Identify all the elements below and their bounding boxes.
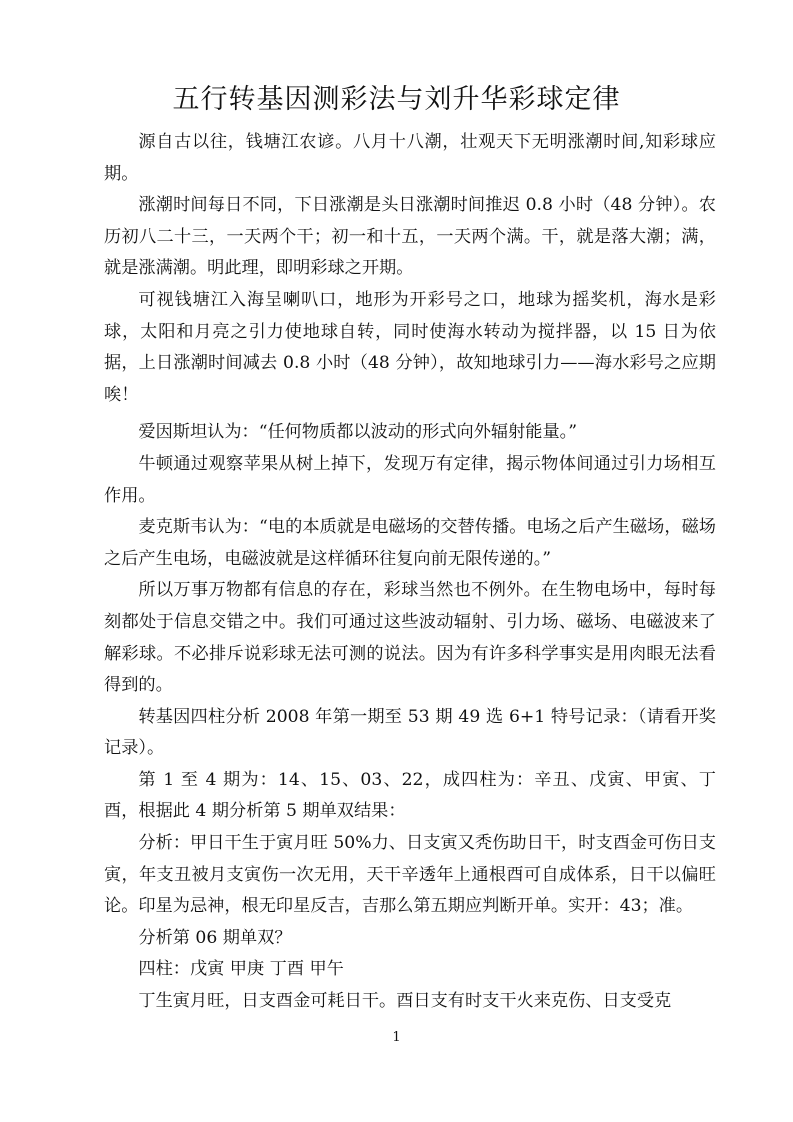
paragraph-tide-timing: 涨潮时间每日不同，下日涨潮是头日涨潮时间推迟 0.8 小时（48 分钟）。农历初八二十三，一天两个干；初一和十五，一天两个满。干，就是落大潮；满，就是涨满潮。明此理，即明彩球之开期。 [104, 195, 716, 279]
paragraph-maxwell-quote: 麦克斯韦认为：“电的本质就是电磁场的交替传播。电场之后产生磁场，磁场之后产生电场，电磁波就是这样循环往复向前无限传递的。” [104, 517, 716, 569]
paragraph-newton: 牛顿通过观察苹果从树上掉下，发现万有定律，揭示物体间通过引力场相互作用。 [104, 453, 716, 506]
document-title: 五行转基因测彩法与刘升华彩球定律 [172, 84, 621, 115]
paragraph-information-field: 所以万事万物都有信息的存在，彩球当然也不例外。在生物电场中，每时每刻都处于信息交错之中。我们可通过这些波动辐射、引力场、磁场、电磁波来了解彩球。不必排斥说彩球无法可测的说法。因为有许多科学事实是用肉眼无法看得到的。 [104, 580, 716, 696]
document-body [104, 127, 716, 1018]
paragraph-issues-1-4: 第 1 至 4 期为：14、15、03、22，成四柱为：辛丑、戊寅、甲寅、丁酉，根据此 4 期分析第 5 期单双结果： [104, 769, 716, 822]
paragraph-qiantang-proverb: 源自古以往，钱塘江农谚。八月十八潮，壮观天下无明涨潮时间,知彩球应期。 [104, 132, 716, 184]
paragraph-issue-6-analysis: 丁生寅月旺，日支酉金可耗日干。酉日支有时支干火来克伤、日支受克 [138, 991, 672, 1012]
page-number: 1 [392, 1030, 401, 1045]
paragraph-record-intro: 转基因四柱分析 2008 年第一期至 53 期 49 选 6+1 特号记录：（请看开奖记录）。 [104, 706, 716, 759]
paragraph-lottery-analogy: 可视钱塘江入海呈喇叭口，地形为开彩号之口，地球为摇奖机，海水是彩球，太阳和月亮之引力使地球自转，同时使海水转动为搅拌器，以 15 日为依据，上日涨潮时间减去 0.8 小时（48 分钟），故知地球引力——海水彩号之应期唉！ [104, 289, 716, 405]
paragraph-issue-6-question: 分析第 06 期单双？ [138, 927, 292, 948]
paragraph-analysis-issue-5: 分析：甲日干生于寅月旺 50%力、日支寅又秃伤助日干，时支酉金可伤日支寅，年支丑被月支寅伤一次无用，天干辛透年上通根酉可自成体系，日干以偏旺论。印星为忌神，根无印星反吉，吉那么第五期应判断开单。实开：43；准。 [104, 833, 716, 917]
paragraph-issue-6-pillars: 四柱：戊寅 甲庚 丁酉 甲午 [138, 959, 344, 980]
paragraph-einstein-quote: 爱因斯坦认为：“任何物质都以波动的形式向外辐射能量。” [138, 422, 578, 443]
